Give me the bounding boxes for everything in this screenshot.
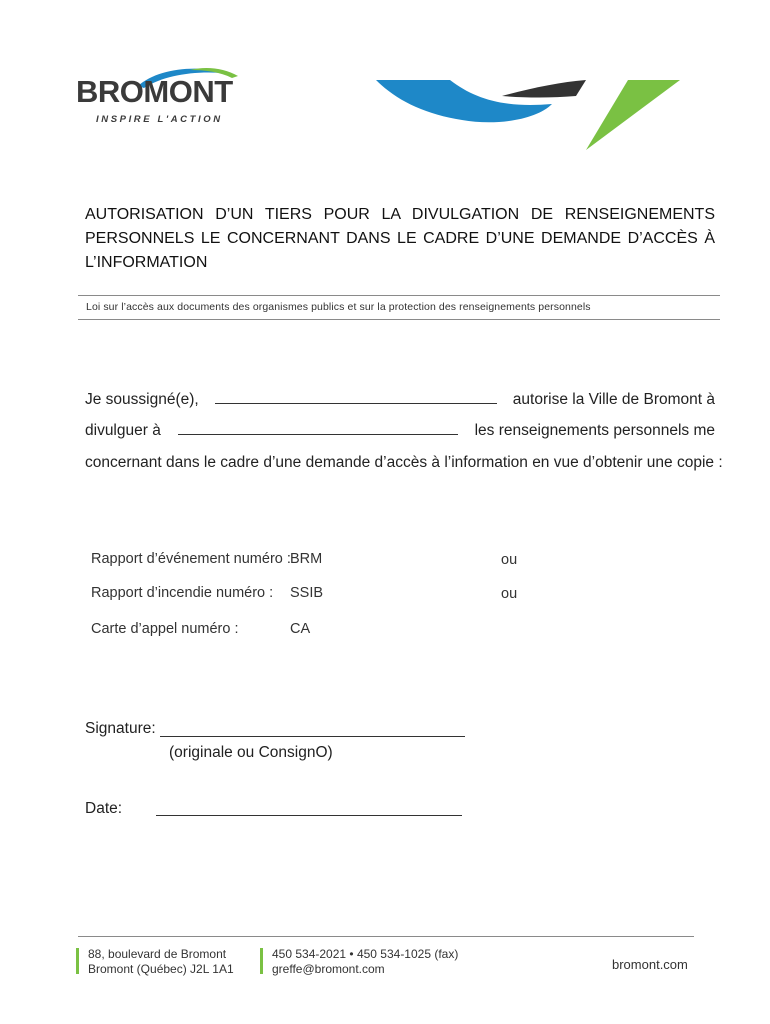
law-bottom-rule bbox=[78, 319, 720, 320]
third-party-name-blank[interactable] bbox=[178, 422, 458, 435]
document-title bbox=[85, 203, 715, 275]
title-line-2: PERSONNELS LE CONCERNANT DANS LE CADRE D’UNE DEMANDE D’ACCÈS À bbox=[85, 230, 715, 247]
signature-line[interactable] bbox=[160, 736, 465, 737]
signature-label: Signature: bbox=[85, 720, 156, 737]
footer-accent-bar-2 bbox=[260, 948, 263, 974]
authorization-line-2 bbox=[85, 422, 715, 440]
fire-report-or: ou bbox=[501, 586, 518, 602]
fire-report-code: SSIB bbox=[290, 585, 324, 601]
date-label: Date: bbox=[85, 800, 123, 817]
signature-note: (originale ou ConsignO) bbox=[169, 744, 333, 761]
footer-email[interactable]: greffe@bromont.com bbox=[272, 961, 385, 976]
personal-info-text: les renseignements personnels me bbox=[474, 422, 715, 439]
title-line-1: AUTORISATION D’UN TIERS POUR LA DIVULGATION DE RENSEIGNEMENTS bbox=[85, 206, 715, 223]
footer-accent-bar-1 bbox=[76, 948, 79, 974]
call-card-label: Carte d’appel numéro : bbox=[91, 621, 239, 637]
call-card-code: CA bbox=[290, 621, 311, 637]
footer-address bbox=[88, 947, 234, 976]
fire-report-label: Rapport d’incendie numéro : bbox=[91, 585, 274, 601]
disclose-to-label: divulguer à bbox=[85, 422, 161, 439]
law-top-rule bbox=[78, 295, 720, 296]
event-report-or: ou bbox=[501, 552, 518, 568]
event-report-code: BRM bbox=[290, 551, 323, 567]
footer-address-line-2: Bromont (Québec) J2L 1A1 bbox=[88, 961, 234, 976]
footer-rule bbox=[78, 936, 694, 937]
authorization-line-3: concernant dans le cadre d’une demande d’accès à l’information en vue d’obtenir une copie : bbox=[85, 454, 723, 471]
logo-tagline: INSPIRE L'ACTION bbox=[96, 114, 223, 125]
header-swoosh-graphic bbox=[376, 76, 696, 154]
event-report-label: Rapport d’événement numéro : bbox=[91, 551, 291, 567]
date-line[interactable] bbox=[156, 815, 462, 816]
authorizes-text: autorise la Ville de Bromont à bbox=[512, 391, 715, 408]
logo-wordmark: BROMONT bbox=[76, 74, 233, 109]
bromont-logo bbox=[76, 66, 246, 128]
undersigned-name-blank[interactable] bbox=[215, 391, 497, 404]
footer-phone: 450 534-2021 • 450 534-1025 (fax) bbox=[272, 947, 459, 961]
title-line-3: L’INFORMATION bbox=[85, 254, 208, 271]
footer-address-line-1: 88, boulevard de Bromont bbox=[88, 947, 227, 961]
footer-website-link[interactable]: bromont.com bbox=[612, 957, 688, 972]
authorization-line-1 bbox=[85, 391, 715, 409]
undersigned-label: Je soussigné(e), bbox=[85, 391, 199, 408]
law-reference: Loi sur l’accès aux documents des organismes publics et sur la protection des renseignements personnels bbox=[86, 301, 591, 313]
footer-contact bbox=[272, 947, 458, 976]
